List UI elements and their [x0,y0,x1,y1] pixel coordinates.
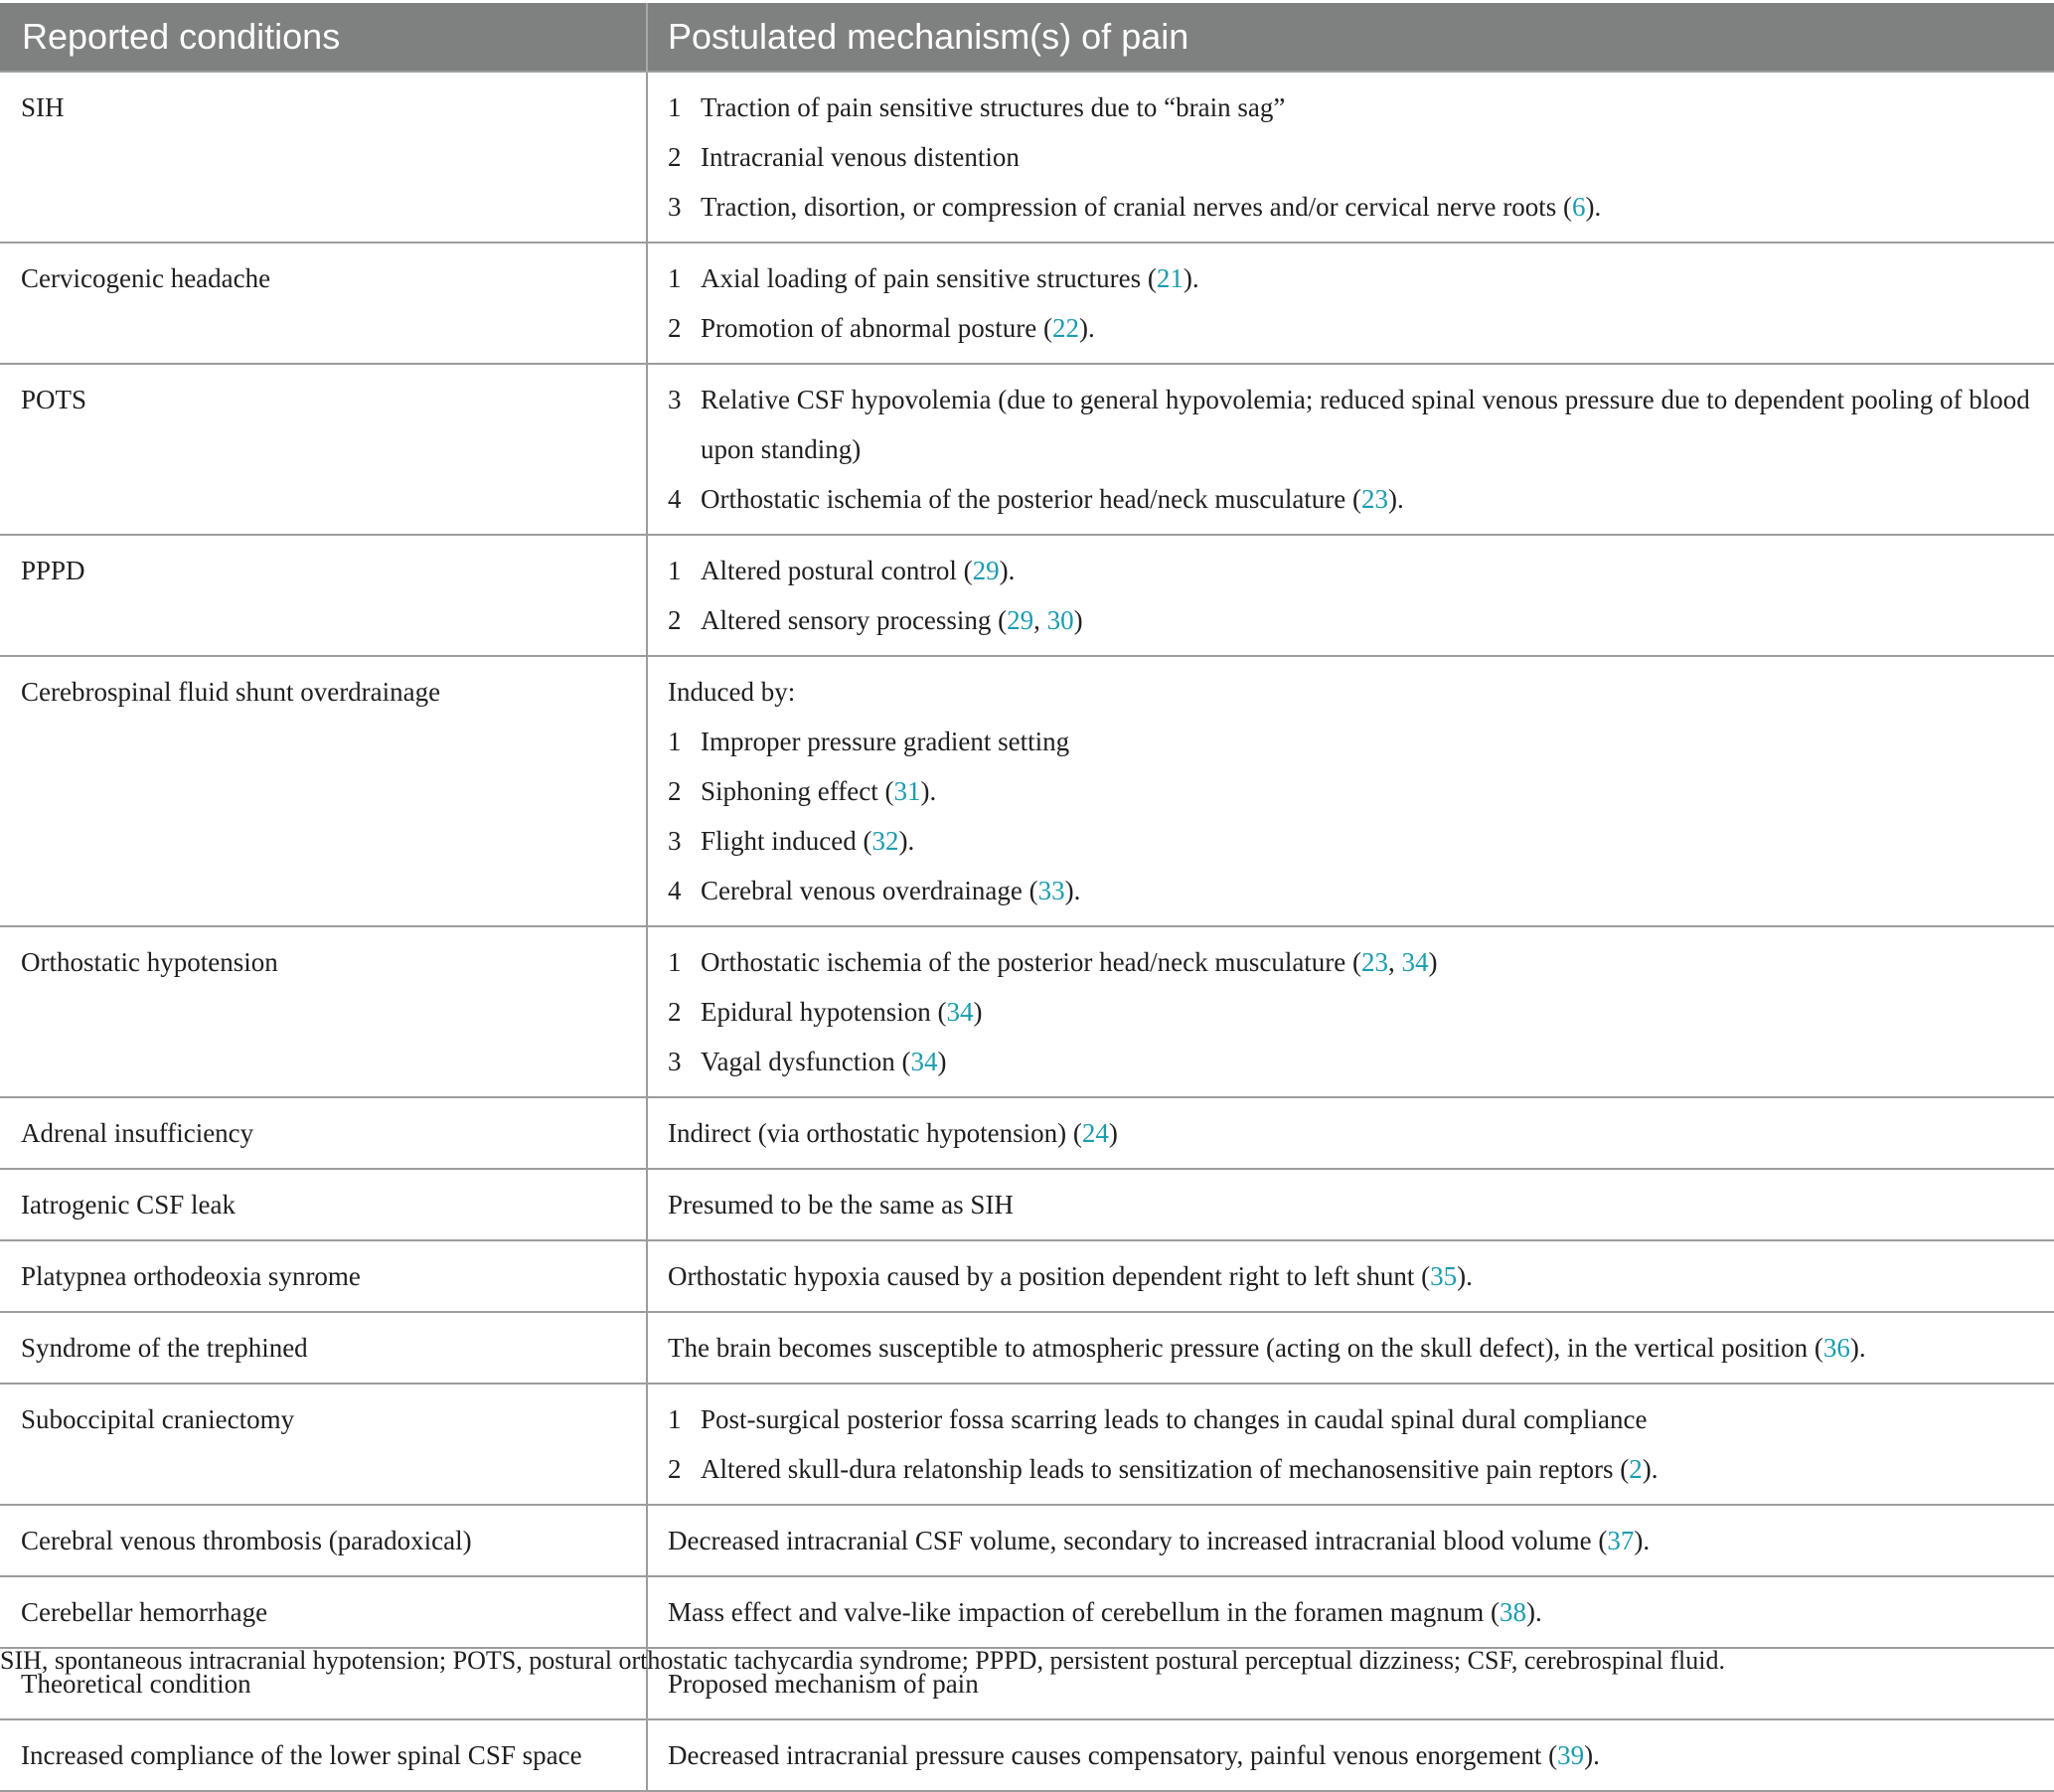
item-number: 3 [668,385,682,414]
text-fragment: Altered skull-dura relatonship leads to sensitization of mechanosensitive pain reptors ( [701,1454,1630,1484]
text-fragment: ) [937,1047,947,1076]
text-fragment: ). [1584,1740,1600,1770]
item-text [701,1394,2034,1444]
condition-cell: Syndrome of the trephined [0,1312,647,1384]
item-text [701,182,2034,232]
item-number: 1 [668,92,682,122]
condition-cell: Suboccipital craniectomy [0,1384,647,1505]
item-text [701,595,2034,645]
item-text [701,987,2034,1037]
reference-link[interactable]: 6 [1572,192,1586,222]
text-fragment: Induced by: [668,677,796,707]
reference-link[interactable]: 33 [1037,876,1065,905]
text-fragment: Axial loading of pain sensitive structures ( [701,263,1157,293]
item-text [701,866,2034,915]
table-row [0,1312,2054,1384]
item-text [668,1587,2034,1637]
text-fragment: ). [1078,313,1095,343]
condition-cell: Platypnea orthodeoxia synrome [0,1240,647,1312]
item-number: 1 [668,263,682,293]
mechanism-item [668,474,2034,524]
text-fragment: Decreased intracranial pressure causes compensatory, painful venous enorgement ( [668,1740,1558,1770]
table-row [0,1505,2054,1576]
item-text [701,1444,2034,1494]
header-postulated-mechanisms: Postulated mechanism(s) of pain [647,3,2054,72]
table-row [0,72,2054,243]
text-fragment: Presumed to be the same as SIH [668,1190,1014,1220]
reference-link[interactable]: 35 [1430,1261,1458,1291]
mechanism-item [668,132,2034,182]
mechanism-item [668,1394,2034,1444]
reference-link[interactable]: 34 [910,1047,938,1076]
mechanism-item [668,546,2034,595]
item-text [668,1516,2034,1565]
mechanism-item [668,595,2034,645]
condition-cell: Iatrogenic CSF leak [0,1169,647,1240]
mechanism-cell [647,656,2054,926]
text-fragment: ). [1525,1597,1542,1627]
item-number: 3 [668,1047,682,1076]
mechanism-item [668,82,2034,132]
mechanism-cell [647,1719,2054,1791]
reference-link[interactable]: 29 [1007,605,1034,635]
mechanism-item [668,1587,2034,1637]
mechanism-cell [647,1312,2054,1384]
item-text [668,1251,2034,1301]
mechanism-cell [647,243,2054,364]
table-row [0,364,2054,535]
text-fragment: Orthostatic ischemia of the posterior head/neck musculature ( [701,484,1362,514]
mechanism-item [668,866,2034,915]
item-number: 3 [668,192,682,222]
text-fragment: Relative CSF hypovolemia (due to general hypovolemia; reduced spinal venous pressure due to dependent pooling of blood upon standing) [701,385,2030,464]
item-text [701,132,2034,182]
mechanism-item [668,375,2034,474]
item-number: 3 [668,826,682,856]
mechanism-item [668,253,2034,303]
text-fragment: The brain becomes susceptible to atmospheric pressure (acting on the skull defect), in the vertical position ( [668,1333,1823,1363]
mechanism-cell [647,72,2054,243]
text-fragment: Promotion of abnormal posture ( [701,313,1052,343]
mechanism-cell [647,364,2054,535]
table-row [0,535,2054,656]
item-text [701,937,2034,987]
mechanism-item [668,987,2034,1037]
item-text [701,253,2034,303]
item-text [701,375,2034,474]
condition-cell: PPPD [0,535,647,656]
table-row [0,243,2054,364]
table-row [0,1097,2054,1169]
condition-cell: Cervicogenic headache [0,243,647,364]
item-text [701,717,2034,766]
mechanism-item [668,1323,2034,1373]
mechanism-cell [647,535,2054,656]
reference-link[interactable]: 34 [1401,947,1429,977]
text-fragment: Orthostatic ischemia of the posterior head/neck musculature ( [701,947,1362,977]
text-fragment: Proposed mechanism of pain [668,1669,979,1699]
mechanism-item [668,766,2034,816]
item-text [701,1037,2034,1086]
text-fragment: Traction, disortion, or compression of cranial nerves and/or cervical nerve roots ( [701,192,1572,222]
reference-link[interactable]: 23 [1361,484,1389,514]
item-number: 2 [668,605,682,635]
mechanism-cell [647,1169,2054,1240]
header-row [0,3,2054,72]
item-number: 2 [668,313,682,343]
condition-cell: Adrenal insufficiency [0,1097,647,1169]
item-number: 2 [668,1454,682,1484]
table-row [0,656,2054,926]
item-number: 1 [668,1404,682,1434]
mechanism-item [668,816,2034,866]
condition-cell: SIH [0,72,647,243]
condition-cell: Cerebral venous thrombosis (paradoxical) [0,1505,647,1576]
reference-link[interactable]: 37 [1607,1526,1635,1555]
reference-link[interactable]: 38 [1499,1597,1526,1627]
reference-link[interactable]: 23 [1361,947,1389,977]
text-fragment: ) [973,997,983,1027]
reference-link[interactable]: 32 [871,826,899,856]
text-fragment: ). [1457,1261,1473,1291]
item-number: 1 [668,947,682,977]
mechanism-item [668,667,2034,717]
text-fragment: Improper pressure gradient setting [701,727,1070,756]
text-fragment: ). [1634,1526,1651,1555]
condition-cell: Orthostatic hypotension [0,926,647,1097]
item-text [701,303,2034,353]
text-fragment: Indirect (via orthostatic hypotension) ( [668,1118,1082,1148]
reference-link[interactable]: 2 [1629,1454,1643,1484]
table-row [0,1384,2054,1505]
mechanism-cell [647,1576,2054,1648]
reference-link[interactable]: 29 [972,556,1000,585]
text-fragment: Flight induced ( [701,826,872,856]
text-fragment: ). [1849,1333,1866,1363]
table-container [0,3,2054,1792]
mechanism-item [668,1730,2034,1780]
item-text [701,546,2034,595]
text-fragment: ) [1108,1118,1118,1148]
text-fragment: Traction of pain sensitive structures due to “brain sag” [701,92,1286,122]
mechanism-item [668,1180,2034,1229]
item-number: 4 [668,484,682,514]
mechanism-item [668,1444,2034,1494]
table-footnote: SIH, spontaneous intracranial hypotension; POTS, postural orthostatic tachycardia syndrome; PPPD, persistent postural perceptual dizziness; CSF, cerebrospinal fluid. [0,1646,1725,1675]
item-text [668,1730,2034,1780]
text-fragment: Vagal dysfunction ( [701,1047,911,1076]
mechanism-cell [647,1384,2054,1505]
reference-link[interactable]: 36 [1822,1333,1850,1363]
condition-cell: Cerebellar hemorrhage [0,1576,647,1648]
text-fragment: ). [1585,192,1602,222]
reference-link[interactable]: 22 [1051,313,1079,343]
condition-cell: POTS [0,364,647,535]
reference-link[interactable]: 31 [893,776,921,806]
text-fragment: ). [1064,876,1081,905]
reference-link[interactable]: 24 [1081,1118,1109,1148]
item-number: 2 [668,997,682,1027]
text-fragment: Epidural hypotension ( [701,997,947,1027]
mechanism-item [668,303,2034,353]
table-body [0,72,2054,1791]
mechanism-item [668,937,2034,987]
item-number: 1 [668,556,682,585]
mechanism-item [668,182,2034,232]
item-text [668,667,2034,717]
text-fragment: Altered sensory processing ( [701,605,1008,635]
text-fragment: ). [1388,484,1404,514]
reference-link[interactable]: 30 [1046,605,1074,635]
text-fragment: ). [999,556,1016,585]
text-fragment: Siphoning effect ( [701,776,894,806]
text-fragment: Intracranial venous distention [701,142,1020,172]
item-text [668,1180,2034,1229]
text-fragment: ). [1642,1454,1659,1484]
item-text [701,474,2034,524]
table-header [0,3,2054,72]
table-row [0,1169,2054,1240]
text-fragment: Mass effect and valve-like impaction of cerebellum in the foramen magnum ( [668,1597,1500,1627]
conditions-table [0,3,2054,1792]
text-fragment: Decreased intracranial CSF volume, secondary to increased intracranial blood volume ( [668,1526,1608,1555]
item-number: 1 [668,727,682,756]
table-row [0,1576,2054,1648]
text-fragment: ). [898,826,915,856]
item-text [668,1108,2034,1158]
text-fragment: ). [920,776,937,806]
mechanism-item [668,1108,2034,1158]
text-fragment: Altered postural control ( [701,556,973,585]
text-fragment: Cerebral venous overdrainage ( [701,876,1038,905]
item-number: 4 [668,876,682,905]
item-number: 2 [668,776,682,806]
mechanism-cell [647,1505,2054,1576]
item-text [668,1323,2034,1373]
table-row [0,1240,2054,1312]
table-row [0,926,2054,1097]
condition-cell: Theoretical condition [0,1648,647,1719]
reference-link[interactable]: 34 [946,997,974,1027]
mechanism-cell [647,926,2054,1097]
item-text [701,766,2034,816]
mechanism-item [668,1037,2034,1086]
text-fragment: ) [1073,605,1083,635]
text-fragment: Post-surgical posterior fossa scarring leads to changes in caudal spinal dural compliance [701,1404,1648,1434]
item-text [701,82,2034,132]
item-text [701,816,2034,866]
text-fragment: Orthostatic hypoxia caused by a position dependent right to left shunt ( [668,1261,1431,1291]
mechanism-item [668,1516,2034,1565]
text-fragment: ). [1183,263,1199,293]
reference-link[interactable]: 39 [1557,1740,1585,1770]
text-fragment: ) [1428,947,1438,977]
text-fragment: , [1033,605,1047,635]
header-reported-conditions: Reported conditions [0,3,647,72]
table-row [0,1719,2054,1791]
mechanism-cell [647,1240,2054,1312]
reference-link[interactable]: 21 [1156,263,1184,293]
item-number: 2 [668,142,682,172]
condition-cell: Increased compliance of the lower spinal CSF space [0,1719,647,1791]
mechanism-item [668,1251,2034,1301]
mechanism-cell [647,1097,2054,1169]
text-fragment: , [1388,947,1402,977]
mechanism-item [668,717,2034,766]
condition-cell: Cerebrospinal fluid shunt overdrainage [0,656,647,926]
